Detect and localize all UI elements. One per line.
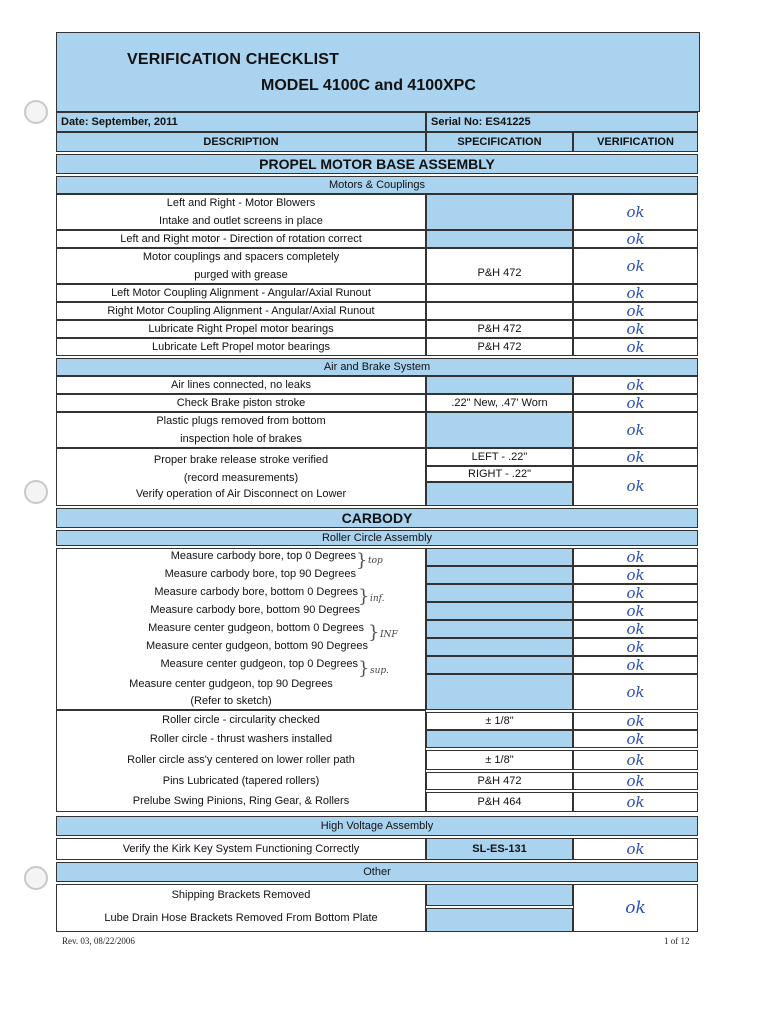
- verification-mark: ok: [573, 838, 698, 860]
- handwritten-note: sup.: [370, 666, 390, 676]
- spec-cell: [426, 284, 573, 302]
- spec-cell: P&H 472: [426, 772, 573, 790]
- row-description: Shipping Brackets Removed: [171, 889, 311, 901]
- verification-mark: ok: [573, 194, 698, 230]
- verification-mark: ok: [573, 656, 698, 674]
- row-description: Right Motor Coupling Alignment - Angular/Axial Runout: [56, 302, 426, 320]
- subsection-high-voltage: High Voltage Assembly: [56, 816, 698, 836]
- spec-cell: [426, 730, 573, 748]
- row-description: Motor couplings and spacers completely purged with grease: [56, 248, 426, 284]
- row-description: Plastic plugs removed from bottom inspection hole of brakes: [56, 412, 426, 448]
- verification-mark: ok: [573, 620, 698, 638]
- spec-cell: [426, 194, 573, 230]
- spec-cell: SL-ES-131: [426, 838, 573, 860]
- verification-mark: ok: [573, 302, 698, 320]
- checklist-header: [56, 32, 700, 112]
- column-verification: VERIFICATION: [573, 132, 698, 152]
- row-description: Left and Right motor - Direction of rotation correct: [56, 230, 426, 248]
- row-description: Measure center gudgeon, bottom 0 Degrees: [148, 622, 364, 634]
- row-description: Measure carbody bore, top 90 Degrees: [164, 568, 356, 580]
- row-description: Pins Lubricated (tapered rollers): [162, 775, 320, 787]
- row-description: Measure center gudgeon, top 90 Degrees (Refer to sketch): [129, 678, 333, 707]
- verification-mark: ok: [573, 584, 698, 602]
- row-description: Roller circle - thrust washers installed: [149, 733, 333, 745]
- brace-mark: }: [358, 586, 370, 607]
- verification-mark: ok: [573, 284, 698, 302]
- subsection-air-brake: Air and Brake System: [56, 358, 698, 376]
- column-specification: SPECIFICATION: [426, 132, 573, 152]
- row-description: Prelube Swing Pinions, Ring Gear, & Rollers: [132, 795, 350, 807]
- verification-mark: ok: [573, 792, 698, 812]
- model-title: MODEL 4100C and 4100XPC: [261, 77, 476, 94]
- verification-mark: ok: [573, 412, 698, 448]
- row-description: Measure carbody bore, bottom 90 Degrees: [150, 604, 360, 616]
- spec-cell: ± 1/8": [426, 712, 573, 730]
- brace-mark: }: [356, 550, 368, 571]
- row-description: Lubricate Right Propel motor bearings: [56, 320, 426, 338]
- checklist-sheet: [56, 32, 700, 932]
- spec-cell: [426, 908, 573, 932]
- section-carbody: CARBODY: [56, 508, 698, 528]
- brace-mark: }: [358, 658, 370, 679]
- spec-cell: [426, 412, 573, 448]
- revision-note: Rev. 03, 08/22/2006: [62, 936, 135, 946]
- row-description: Measure center gudgeon, top 0 Degrees: [160, 658, 358, 670]
- row-description: Roller circle ass'y centered on lower roller path: [127, 754, 355, 766]
- verification-mark: ok: [573, 338, 698, 356]
- row-description: Verify operation of Air Disconnect on Lower: [135, 488, 347, 500]
- verification-mark: ok: [573, 674, 698, 710]
- date-field: Date: September, 2011: [56, 112, 426, 132]
- brace-mark: }: [368, 622, 380, 643]
- spec-cell: [426, 482, 573, 506]
- punch-hole: [24, 480, 48, 504]
- subsection-other: Other: [56, 862, 698, 882]
- verification-mark: ok: [573, 712, 698, 730]
- verification-mark: ok: [573, 248, 698, 284]
- row-description: Check Brake piston stroke: [56, 394, 426, 412]
- punch-hole: [24, 866, 48, 890]
- document-title: VERIFICATION CHECKLIST: [127, 51, 340, 68]
- row-description: Left and Right - Motor Blowers Intake and outlet screens in place: [56, 194, 426, 230]
- spec-cell: [426, 620, 573, 638]
- column-description: DESCRIPTION: [56, 132, 426, 152]
- row-description: Measure center gudgeon, bottom 90 Degrees: [146, 640, 368, 652]
- serial-field: Serial No: ES41225: [426, 112, 698, 132]
- row-description: Lubricate Left Propel motor bearings: [56, 338, 426, 356]
- spec-cell: [426, 302, 573, 320]
- spec-cell: LEFT - .22": [426, 448, 573, 466]
- handwritten-note: top: [368, 556, 383, 566]
- row-description: Verify the Kirk Key System Functioning Correctly: [56, 838, 426, 860]
- subsection-roller-circle: Roller Circle Assembly: [56, 530, 698, 546]
- verification-mark: ok: [573, 566, 698, 584]
- verification-mark: ok: [573, 602, 698, 620]
- spec-cell: ± 1/8": [426, 750, 573, 770]
- spec-cell: .22" New, .47' Worn: [426, 394, 573, 412]
- spec-cell: P&H 464: [426, 792, 573, 812]
- spec-cell: [426, 674, 573, 710]
- verification-mark: ok: [573, 376, 698, 394]
- spec-cell: [426, 376, 573, 394]
- punch-hole: [24, 100, 48, 124]
- row-description: Measure carbody bore, top 0 Degrees: [170, 550, 356, 562]
- row-description: Lube Drain Hose Brackets Removed From Bottom Plate: [104, 912, 378, 924]
- section-propel: PROPEL MOTOR BASE ASSEMBLY: [56, 154, 698, 174]
- verification-mark: ok: [573, 750, 698, 770]
- verification-mark: ok: [573, 230, 698, 248]
- row-description: Air lines connected, no leaks: [56, 376, 426, 394]
- spec-cell: [426, 638, 573, 656]
- verification-mark: ok: [573, 394, 698, 412]
- spec-cell: RIGHT - .22": [426, 466, 573, 482]
- verification-mark: ok: [573, 320, 698, 338]
- row-description: Measure carbody bore, bottom 0 Degrees: [154, 586, 358, 598]
- page-number: 1 of 12: [664, 936, 690, 946]
- spec-cell: [426, 584, 573, 602]
- handwritten-note: inf.: [370, 594, 385, 604]
- verification-mark: ok: [573, 548, 698, 566]
- spec-cell: P&H 472: [426, 248, 573, 284]
- row-description: Roller circle - circularity checked: [162, 714, 320, 726]
- row-description: Left Motor Coupling Alignment - Angular/Axial Runout: [56, 284, 426, 302]
- verification-mark: ok: [573, 638, 698, 656]
- spec-cell: [426, 230, 573, 248]
- spec-cell: [426, 656, 573, 674]
- verification-mark: ok: [573, 448, 698, 466]
- verification-mark: ok: [573, 730, 698, 748]
- verification-mark: ok: [573, 884, 698, 932]
- spec-cell: [426, 602, 573, 620]
- verification-mark: ok: [573, 772, 698, 790]
- subsection-motors: Motors & Couplings: [56, 176, 698, 194]
- verification-mark: ok: [573, 466, 698, 506]
- handwritten-note: INF: [380, 630, 398, 640]
- spec-cell: [426, 548, 573, 566]
- spec-cell: [426, 566, 573, 584]
- spec-cell: P&H 472: [426, 338, 573, 356]
- spec-cell: P&H 472: [426, 320, 573, 338]
- spec-cell: [426, 884, 573, 906]
- row-description: Proper brake release stroke verified (record measurements): [153, 454, 329, 484]
